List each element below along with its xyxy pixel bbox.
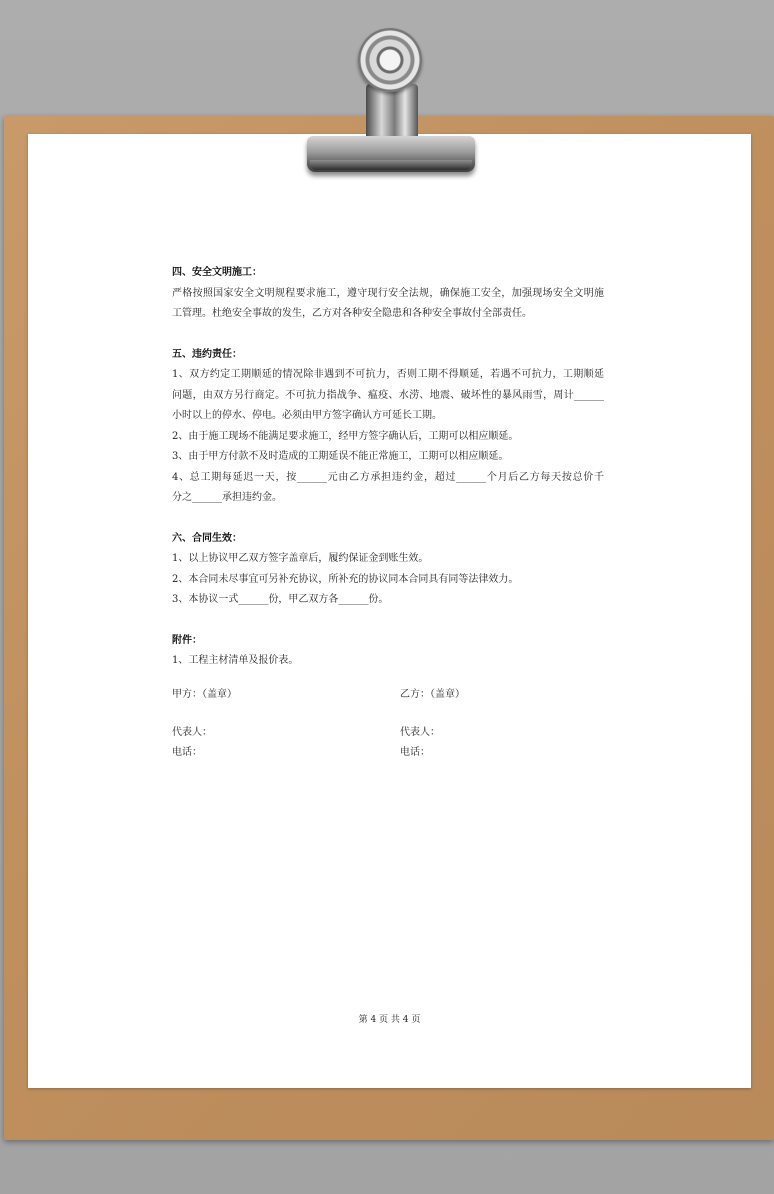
party-a-seal: 甲方：（盖章） — [172, 689, 237, 700]
section-5-heading: 五、违约责任： — [172, 348, 242, 360]
party-b-representative: 代表人： — [400, 727, 440, 738]
attachment-heading: 附件： — [172, 634, 202, 646]
clip-lip — [310, 160, 472, 170]
party-b-phone: 电话： — [400, 747, 430, 758]
attachment-line: 1、工程主材清单及报价表。 — [172, 655, 299, 666]
party-b-seal: 乙方：（盖章） — [400, 689, 465, 700]
party-a-phone: 电话： — [172, 747, 202, 758]
section-5-line: 1、双方约定工期顺延的情况除非遇到不可抗力，否则工期不得顺延，若遇不可抗力，工期顺延 — [172, 369, 604, 380]
section-4-line: 严格按照国家安全文明规程要求施工，遵守现行安全法规，确保施工安全，加强现场安全文明施 — [172, 287, 604, 299]
clip-ring-icon — [358, 28, 422, 92]
section-5-line: 4、总工期每延迟一天，按______元由乙方承担违约金，超过______个月后乙方每天按总价千 — [172, 471, 604, 483]
section-5-line: 3、由于甲方付款不及时造成的工期延误不能正常施工，工期可以相应顺延。 — [172, 451, 509, 462]
section-5-line: 小时以上的停水、停电。必须由甲方签字确认方可延长工期。 — [172, 410, 442, 421]
section-5-line: 分之______承担违约金。 — [172, 492, 282, 503]
section-5-line: 2、由于施工现场不能满足要求施工，经甲方签字确认后，工期可以相应顺延。 — [172, 430, 519, 442]
party-a-representative: 代表人： — [172, 727, 212, 738]
section-5-line: 问题，由双方另行商定。不可抗力指战争、瘟疫、水涝、地震、破坏性的暴风雨雪，周计______ — [172, 389, 604, 401]
section-6-heading: 六、合同生效： — [172, 532, 242, 544]
section-4-line: 工管理。杜绝安全事故的发生，乙方对各种安全隐患和各种安全事故付全部责任。 — [172, 308, 532, 319]
section-6-line: 1、以上协议甲乙双方签字盖章后，履约保证金到账生效。 — [172, 553, 429, 564]
page-number: 第 4 页 共 4 页 — [358, 1015, 421, 1025]
section-6-line: 2、本合同未尽事宜可另补充协议，所补充的协议同本合同具有同等法律效力。 — [172, 573, 519, 585]
section-4-heading: 四、安全文明施工： — [172, 267, 262, 278]
document-body — [172, 263, 604, 672]
section-6-line: 3、本协议一式______份，甲乙双方各______份。 — [172, 594, 389, 605]
clip-stem — [366, 84, 418, 140]
